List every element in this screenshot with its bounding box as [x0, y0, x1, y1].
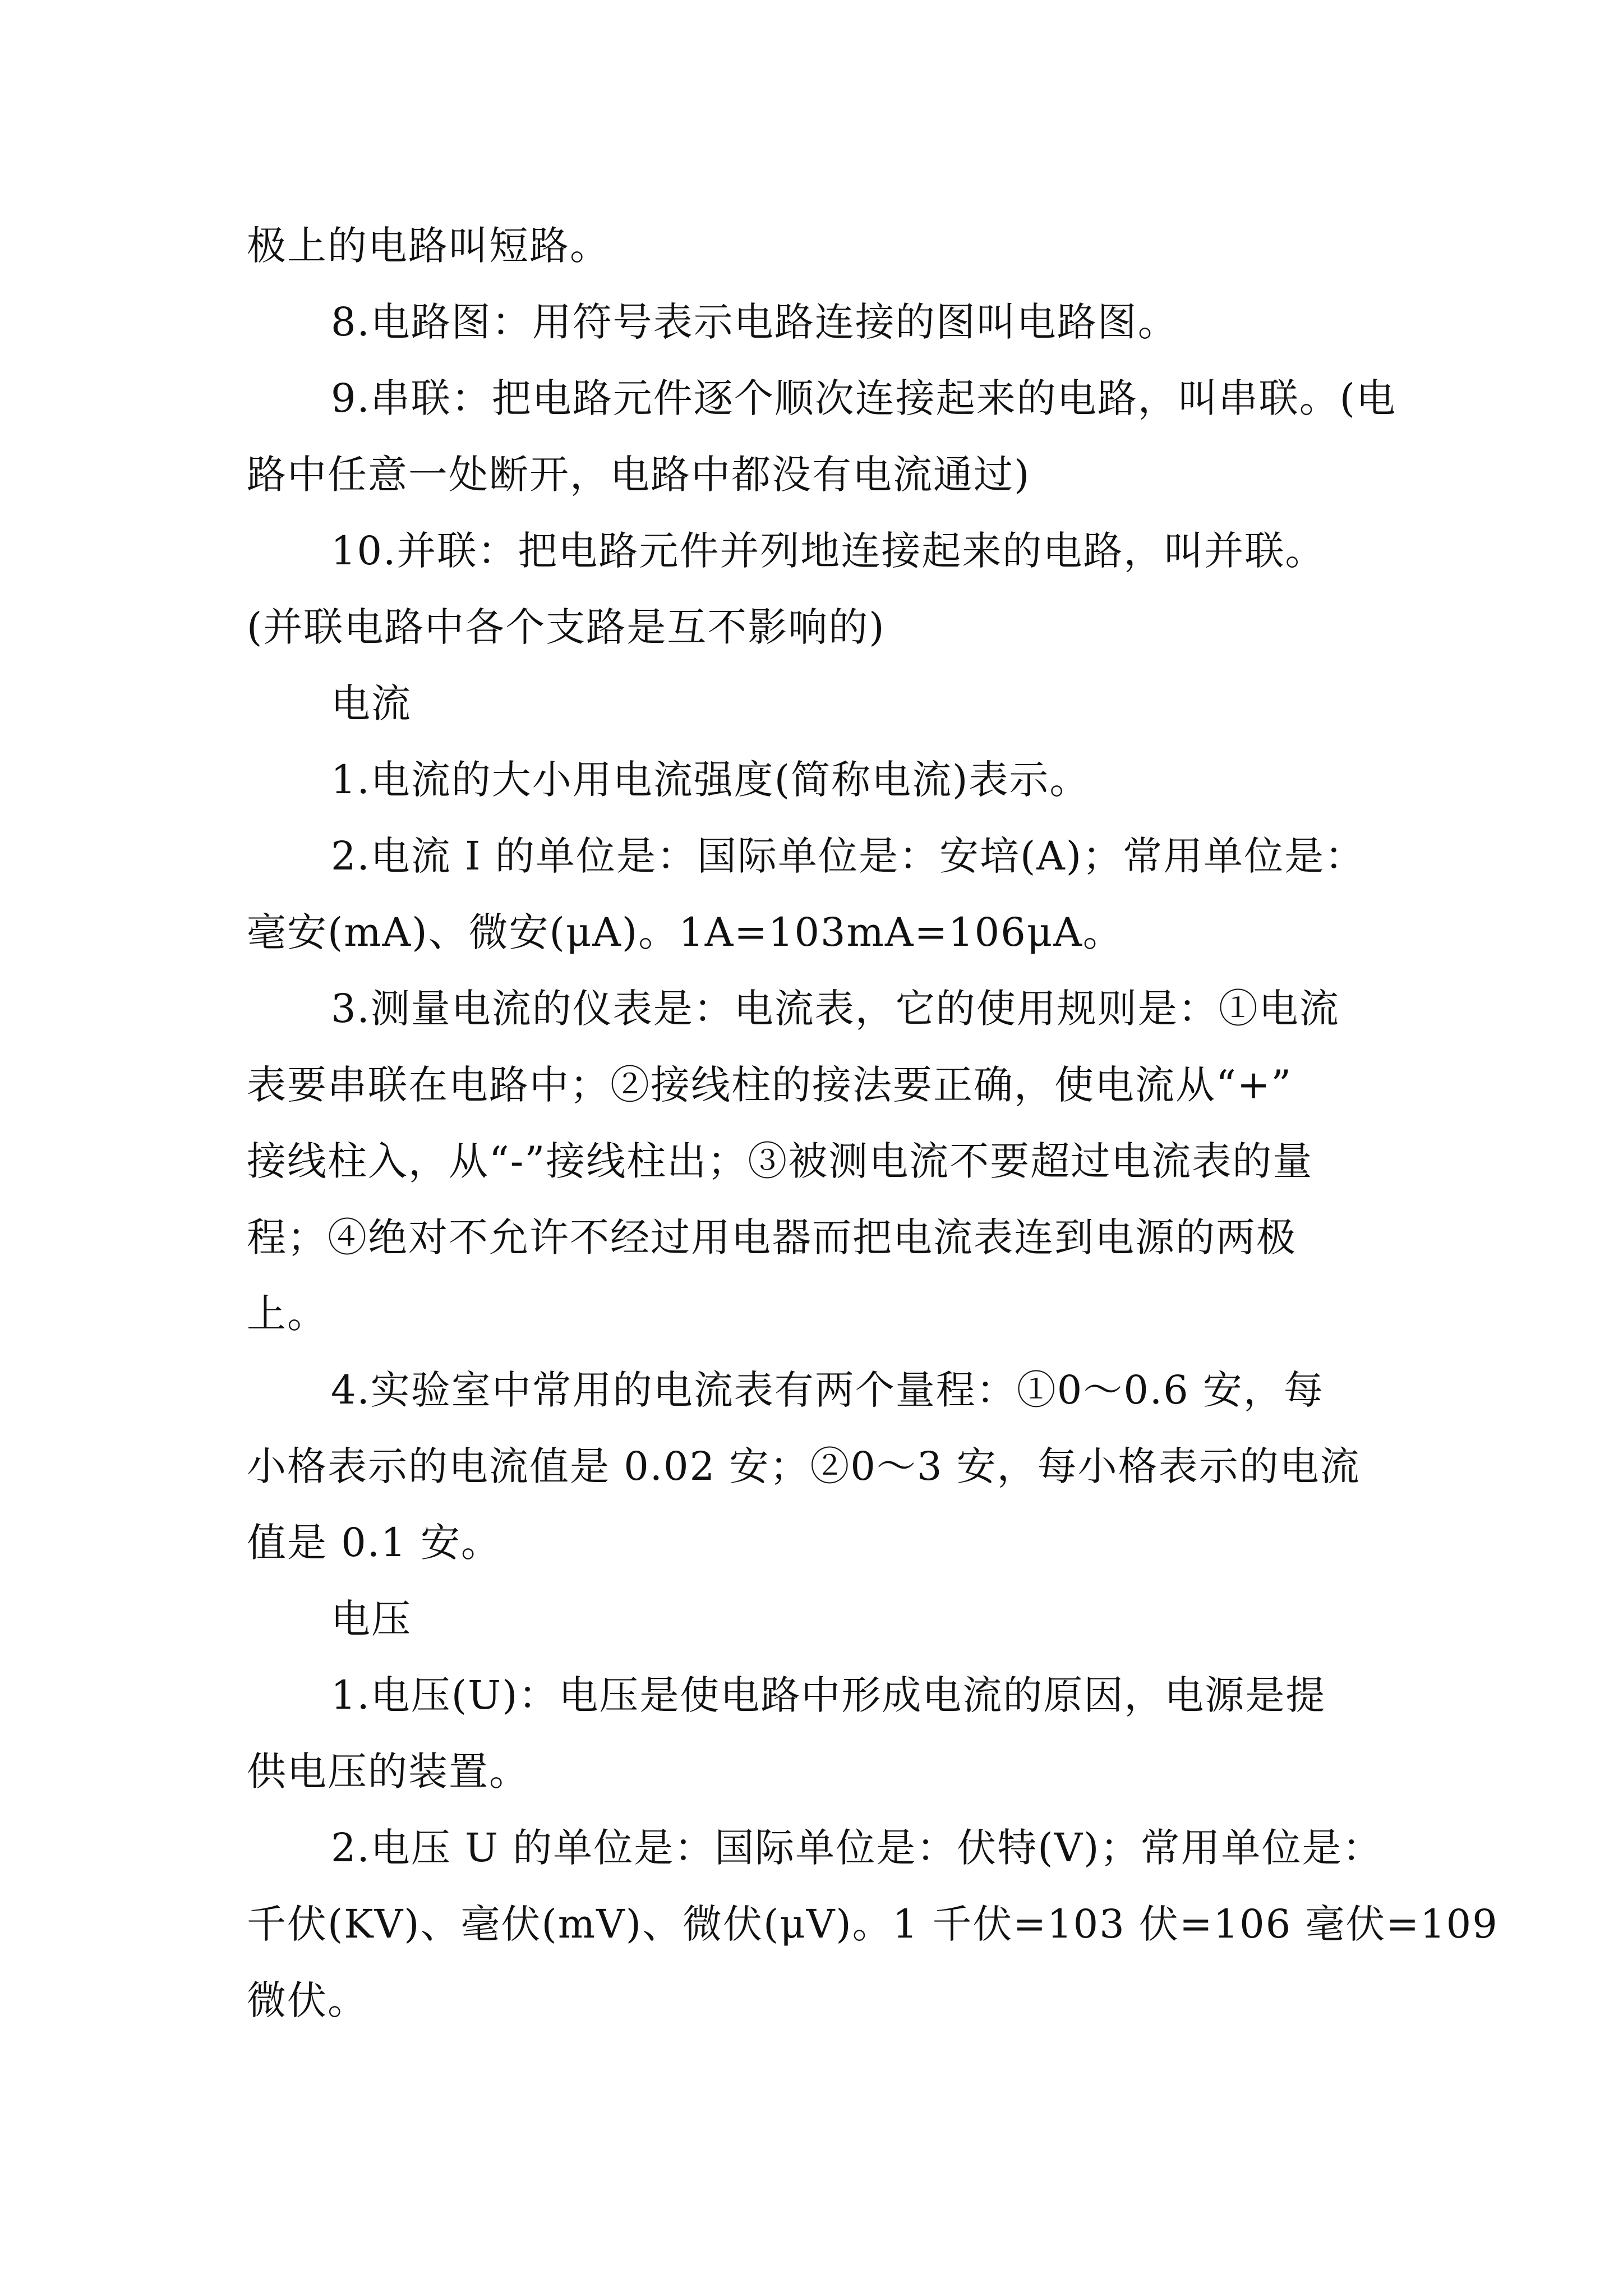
- text-line: 微伏。: [247, 1977, 368, 2023]
- text-line: 毫安(mA)、微安(μA)。1A=103mA=106μA。: [247, 909, 1123, 955]
- text-line: 8.电路图：用符号表示电路连接的图叫电路图。: [331, 299, 1178, 345]
- text-line: 9.串联：把电路元件逐个顺次连接起来的电路，叫串联。(电: [331, 375, 1397, 421]
- text-line: 表要串联在电路中；②接线柱的接法要正确，使电流从“+”: [247, 1062, 1293, 1108]
- text-line: 2.电流 I 的单位是：国际单位是：安培(A)；常用单位是：: [331, 833, 1366, 879]
- section-heading-voltage: 电压: [331, 1596, 412, 1642]
- text-line: 4.实验室中常用的电流表有两个量程：①0～0.6 安，每: [331, 1367, 1324, 1413]
- text-line: 路中任意一处断开，电路中都没有电流通过): [247, 452, 1031, 498]
- text-line: 3.测量电流的仪表是：电流表，它的使用规则是：①电流: [331, 986, 1340, 1032]
- text-line: 1.电流的大小用电流强度(简称电流)表示。: [331, 757, 1090, 803]
- text-line: (并联电路中各个支路是互不影响的): [247, 604, 886, 650]
- text-line: 小格表示的电流值是 0.02 安；②0～3 安，每小格表示的电流: [247, 1443, 1361, 1489]
- text-line: 极上的电路叫短路。: [247, 223, 610, 269]
- text-line: 2.电压 U 的单位是：国际单位是：伏特(V)；常用单位是：: [331, 1825, 1383, 1871]
- text-line: 1.电压(U)：电压是使电路中形成电流的原因，电源是提: [331, 1672, 1326, 1718]
- text-line: 千伏(KV)、毫伏(mV)、微伏(μV)。1 千伏=103 伏=106 毫伏=109: [247, 1901, 1498, 1947]
- text-line: 值是 0.1 安。: [247, 1520, 501, 1566]
- text-line: 10.并联：把电路元件并列地连接起来的电路，叫并联。: [331, 528, 1326, 574]
- section-heading-current: 电流: [331, 680, 412, 726]
- text-line: 供电压的装置。: [247, 1749, 529, 1795]
- document-body: [247, 208, 1498, 2039]
- text-line: 程；④绝对不允许不经过用电器而把电流表连到电源的两极: [247, 1214, 1297, 1260]
- text-line: 上。: [247, 1291, 328, 1337]
- text-line: 接线柱入，从“-”接线柱出；③被测电流不要超过电流表的量: [247, 1138, 1313, 1184]
